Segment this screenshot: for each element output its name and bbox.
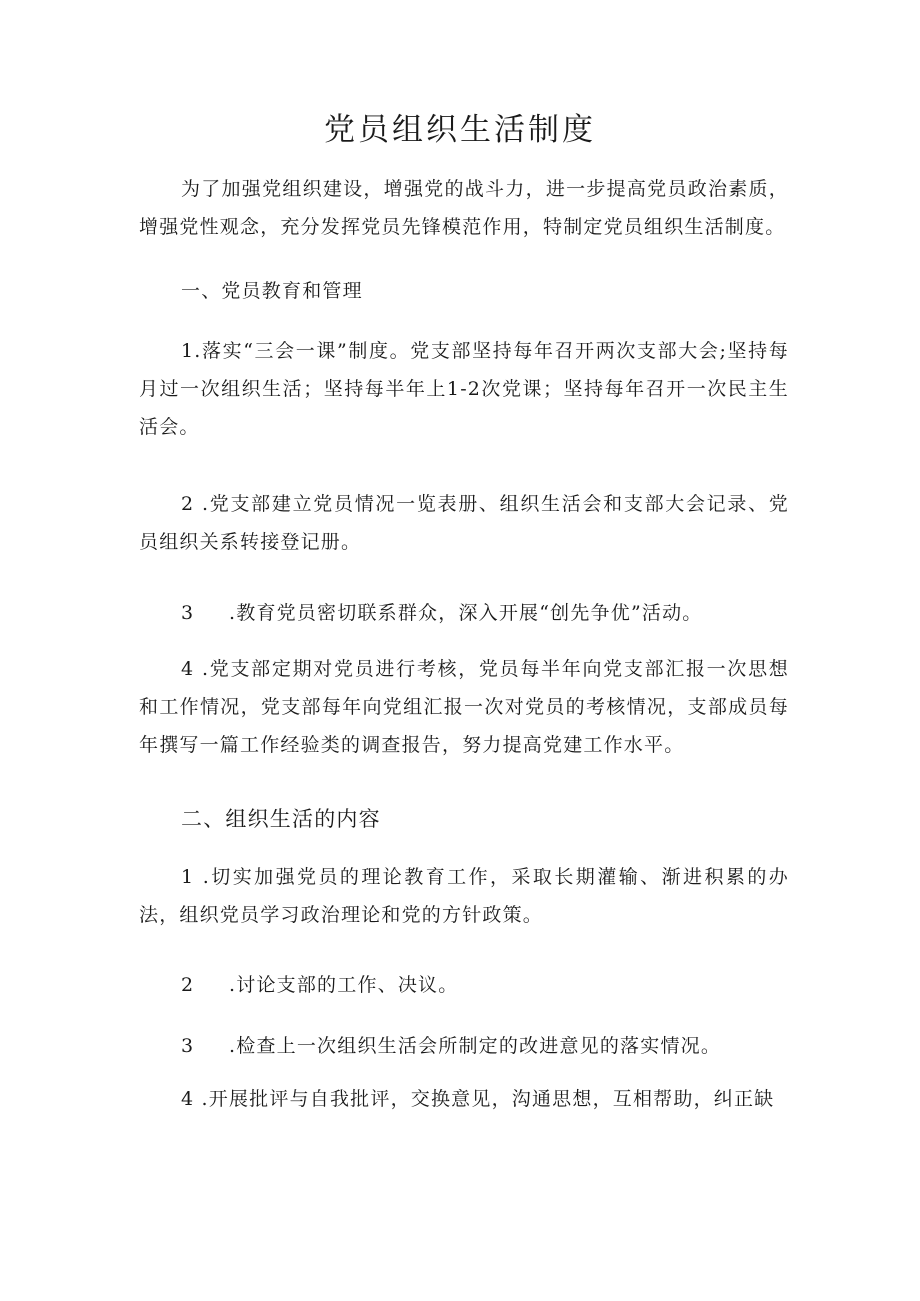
- list-item: 4 .党支部定期对党员进行考核，党员每半年向党支部汇报一次思想和工作情况，党支部每年向党组汇报一次对党员的考核情况，支部成员每年撰写一篇工作经验类的调查报告，努力提高党建工作水平。: [139, 658, 789, 756]
- list-item-number: 3: [181, 602, 195, 624]
- list-item-number: 3: [181, 1035, 195, 1057]
- page-title: 党员组织生活制度: [324, 112, 596, 148]
- list-item: [181, 594, 702, 632]
- list-item-text: .教育党员密切联系群众，深入开展“创先争优”活动。: [229, 602, 703, 624]
- list-item-text: .讨论支部的工作、决议。: [229, 974, 459, 996]
- intro-paragraph: 为了加强党组织建设，增强党的战斗力，进一步提高党员政治素质，增强党性观念，充分发挥党员先锋模范作用，特制定党员组织生活制度。: [139, 178, 789, 238]
- list-item: [181, 966, 458, 1004]
- section-heading-education: 一、党员教育和管理: [181, 280, 363, 302]
- list-item: 2 .党支部建立党员情况一览表册、组织生活会和支部大会记录、党员组织关系转接登记册。: [139, 493, 789, 553]
- list-item: 1 .切实加强党员的理论教育工作，采取长期灌输、渐进积累的办法，组织党员学习政治理论和党的方针政策。: [139, 866, 789, 926]
- list-item: [181, 1027, 721, 1065]
- list-item-text: .检查上一次组织生活会所制定的改进意见的落实情况。: [229, 1035, 722, 1057]
- list-item: 1.落实“三会一课”制度。党支部坚持每年召开两次支部大会;坚持每月过一次组织生活；坚持每半年上1-2次党课；坚持每年召开一次民主生活会。: [139, 340, 789, 438]
- list-item-number: 2: [181, 974, 195, 996]
- list-item: 4 .开展批评与自我批评，交换意见，沟通思想，互相帮助，纠正缺: [181, 1088, 775, 1110]
- section-heading-content: 二、组织生活的内容: [181, 807, 381, 831]
